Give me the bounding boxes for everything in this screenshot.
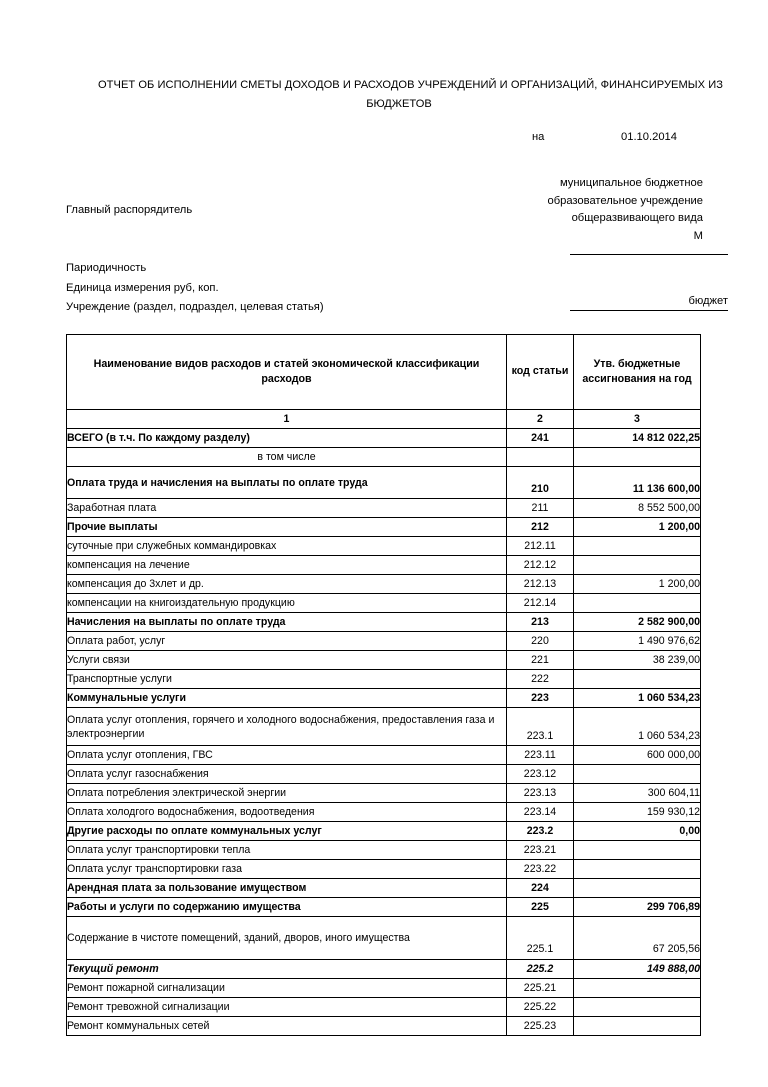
cell-article-code: 222 xyxy=(507,670,574,689)
cell-article-code: 225.22 xyxy=(507,998,574,1017)
report-date-value: 01.10.2014 xyxy=(621,131,677,143)
cell-expense-name: Оплата услуг газоснабжения xyxy=(67,765,507,784)
table-row xyxy=(67,689,701,708)
cell-expense-name: Оплата услуг отопления, ГВС xyxy=(67,746,507,765)
cell-approved-amount: 1 060 534,23 xyxy=(574,708,701,746)
cell-expense-name: в том числе xyxy=(67,448,507,467)
table-row xyxy=(67,784,701,803)
cell-article-code: 241 xyxy=(507,429,574,448)
table-row xyxy=(67,917,701,960)
cell-expense-name: Транспортные услуги xyxy=(67,670,507,689)
table-row xyxy=(67,537,701,556)
table-row xyxy=(67,429,701,448)
table-row xyxy=(67,860,701,879)
cell-expense-name: Заработная плата xyxy=(67,499,507,518)
table-header-row xyxy=(67,335,701,410)
cell-expense-name: Коммунальные услуги xyxy=(67,689,507,708)
form-field-labels xyxy=(66,259,324,318)
column-header-code: код статьи xyxy=(507,335,574,410)
budget-table-body xyxy=(67,429,701,1036)
cell-approved-amount: 600 000,00 xyxy=(574,746,701,765)
column-header-name: Наименование видов расходов и статей экономической классификации расходов xyxy=(67,335,507,410)
cell-article-code: 225 xyxy=(507,898,574,917)
cell-article-code: 223.2 xyxy=(507,822,574,841)
column-number-3: 3 xyxy=(574,410,701,429)
cell-approved-amount xyxy=(574,448,701,467)
cell-article-code: 212.14 xyxy=(507,594,574,613)
table-row xyxy=(67,448,701,467)
cell-article-code: 220 xyxy=(507,632,574,651)
cell-approved-amount: 300 604,11 xyxy=(574,784,701,803)
cell-expense-name: Ремонт коммунальных сетей xyxy=(67,1017,507,1036)
table-row xyxy=(67,1017,701,1036)
cell-expense-name: Ремонт тревожной сигнализации xyxy=(67,998,507,1017)
organization-name-block xyxy=(300,175,703,245)
cell-expense-name: компенсации на книгоиздательную продукцию xyxy=(67,594,507,613)
cell-expense-name: Оплата труда и начисления на выплаты по оплате труда xyxy=(67,467,507,499)
cell-article-code: 223.22 xyxy=(507,860,574,879)
cell-approved-amount xyxy=(574,556,701,575)
report-date-label: на xyxy=(532,131,545,143)
cell-approved-amount: 159 930,12 xyxy=(574,803,701,822)
cell-expense-name: компенсация до 3хлет и др. xyxy=(67,575,507,594)
column-header-amount: Утв. бюджетные ассигнования на год xyxy=(574,335,701,410)
cell-expense-name: Оплата услуг транспортировки тепла xyxy=(67,841,507,860)
table-row xyxy=(67,499,701,518)
cell-approved-amount xyxy=(574,841,701,860)
table-row xyxy=(67,960,701,979)
cell-article-code: 212.12 xyxy=(507,556,574,575)
cell-approved-amount xyxy=(574,594,701,613)
cell-article-code: 223.14 xyxy=(507,803,574,822)
cell-expense-name: Другие расходы по оплате коммунальных услуг xyxy=(67,822,507,841)
column-number-2: 2 xyxy=(507,410,574,429)
column-numbering-row xyxy=(67,410,701,429)
cell-approved-amount: 67 205,56 xyxy=(574,917,701,960)
table-row xyxy=(67,898,701,917)
cell-approved-amount: 1 490 976,62 xyxy=(574,632,701,651)
organization-name-line: образовательное учреждение xyxy=(547,194,703,207)
cell-approved-amount xyxy=(574,1017,701,1036)
cell-article-code: 223 xyxy=(507,689,574,708)
cell-article-code: 223.1 xyxy=(507,708,574,746)
cell-article-code: 223.21 xyxy=(507,841,574,860)
cell-article-code: 225.1 xyxy=(507,917,574,960)
organization-name-line: М xyxy=(693,229,703,242)
budget-table xyxy=(66,334,701,1036)
organization-name-line: общеразвивающего вида xyxy=(571,212,703,224)
organization-underline xyxy=(570,254,728,255)
cell-article-code: 223.13 xyxy=(507,784,574,803)
cell-article-code: 212 xyxy=(507,518,574,537)
cell-article-code: 225.21 xyxy=(507,979,574,998)
table-row xyxy=(67,651,701,670)
cell-approved-amount xyxy=(574,979,701,998)
document-header xyxy=(98,78,768,112)
cell-article-code: 225.2 xyxy=(507,960,574,979)
cell-approved-amount: 1 060 534,23 xyxy=(574,689,701,708)
cell-article-code: 223.11 xyxy=(507,746,574,765)
cell-article-code: 213 xyxy=(507,613,574,632)
cell-approved-amount xyxy=(574,879,701,898)
cell-expense-name: Оплата холодгого водоснабжения, водоотведения xyxy=(67,803,507,822)
cell-expense-name: Начисления на выплаты по оплате труда xyxy=(67,613,507,632)
cell-approved-amount xyxy=(574,537,701,556)
table-row xyxy=(67,632,701,651)
cell-expense-name: Прочие выплаты xyxy=(67,518,507,537)
cell-article-code xyxy=(507,448,574,467)
cell-approved-amount: 8 552 500,00 xyxy=(574,499,701,518)
cell-article-code: 224 xyxy=(507,879,574,898)
cell-expense-name: Оплата потребления электрической энергии xyxy=(67,784,507,803)
table-row xyxy=(67,613,701,632)
institution-value: бюджет xyxy=(688,295,728,307)
cell-article-code: 221 xyxy=(507,651,574,670)
table-row xyxy=(67,575,701,594)
table-row xyxy=(67,708,701,746)
cell-approved-amount: 14 812 022,25 xyxy=(574,429,701,448)
table-row xyxy=(67,556,701,575)
budget-table-wrapper xyxy=(66,334,766,1036)
cell-approved-amount: 2 582 900,00 xyxy=(574,613,701,632)
main-manager-label: Главный распорядитель xyxy=(66,204,193,216)
cell-expense-name: ВСЕГО (в т.ч. По каждому разделу) xyxy=(67,429,507,448)
document-title-line-1: ОТЧЕТ ОБ ИСПОЛНЕНИИ СМЕТЫ ДОХОДОВ И РАСХОДОВ УЧРЕЖДЕНИЙ И ОРГАНИЗАЦИЙ, ФИНАНСИРУЕМЫХ ИЗ xyxy=(98,79,724,91)
cell-approved-amount xyxy=(574,670,701,689)
institution-label: Учреждение (раздел, подраздел, целевая статья) xyxy=(66,301,324,313)
table-row xyxy=(67,998,701,1017)
cell-approved-amount: 1 200,00 xyxy=(574,518,701,537)
cell-expense-name: Содержание в чистоте помещений, зданий, дворов, иного имущества xyxy=(67,917,507,960)
cell-approved-amount: 149 888,00 xyxy=(574,960,701,979)
unit-of-measure-label: Единица измерения руб, коп. xyxy=(66,281,219,294)
cell-approved-amount xyxy=(574,998,701,1017)
cell-expense-name: суточные при служебных коммандировках xyxy=(67,537,507,556)
table-row xyxy=(67,803,701,822)
cell-expense-name: Арендная плата за пользование имуществом xyxy=(67,879,507,898)
table-row xyxy=(67,841,701,860)
budget-table-head xyxy=(67,335,701,429)
cell-expense-name: Работы и услуги по содержанию имущества xyxy=(67,898,507,917)
column-number-1: 1 xyxy=(67,410,507,429)
table-row xyxy=(67,670,701,689)
cell-expense-name: Оплата работ, услуг xyxy=(67,632,507,651)
institution-underline xyxy=(570,310,728,311)
cell-approved-amount xyxy=(574,860,701,879)
cell-article-code: 210 xyxy=(507,467,574,499)
cell-article-code: 223.12 xyxy=(507,765,574,784)
table-row xyxy=(67,746,701,765)
cell-expense-name: Ремонт пожарной сигнализации xyxy=(67,979,507,998)
table-row xyxy=(67,979,701,998)
cell-expense-name: Оплата услуг отопления, горячего и холодного водоснабжения, предоставления газа и электроэнергии xyxy=(67,708,507,746)
cell-article-code: 225.23 xyxy=(507,1017,574,1036)
table-row xyxy=(67,518,701,537)
table-row xyxy=(67,467,701,499)
cell-article-code: 212.11 xyxy=(507,537,574,556)
table-row xyxy=(67,822,701,841)
organization-name-line: муниципальное бюджетное xyxy=(559,177,703,189)
cell-article-code: 212.13 xyxy=(507,575,574,594)
cell-approved-amount: 1 200,00 xyxy=(574,575,701,594)
document-title-line-2: БЮДЖЕТОВ xyxy=(366,98,432,110)
cell-article-code: 211 xyxy=(507,499,574,518)
cell-approved-amount: 11 136 600,00 xyxy=(574,467,701,499)
table-row xyxy=(67,879,701,898)
table-row xyxy=(67,594,701,613)
periodicity-label: Париодичность xyxy=(66,262,147,274)
table-row xyxy=(67,765,701,784)
cell-approved-amount: 299 706,89 xyxy=(574,898,701,917)
cell-approved-amount: 38 239,00 xyxy=(574,651,701,670)
cell-expense-name: Оплата услуг транспортировки газа xyxy=(67,860,507,879)
cell-expense-name: компенсация на лечение xyxy=(67,556,507,575)
cell-approved-amount: 0,00 xyxy=(574,822,701,841)
cell-approved-amount xyxy=(574,765,701,784)
cell-expense-name: Текущий ремонт xyxy=(67,960,507,979)
cell-expense-name: Услуги связи xyxy=(67,651,507,670)
